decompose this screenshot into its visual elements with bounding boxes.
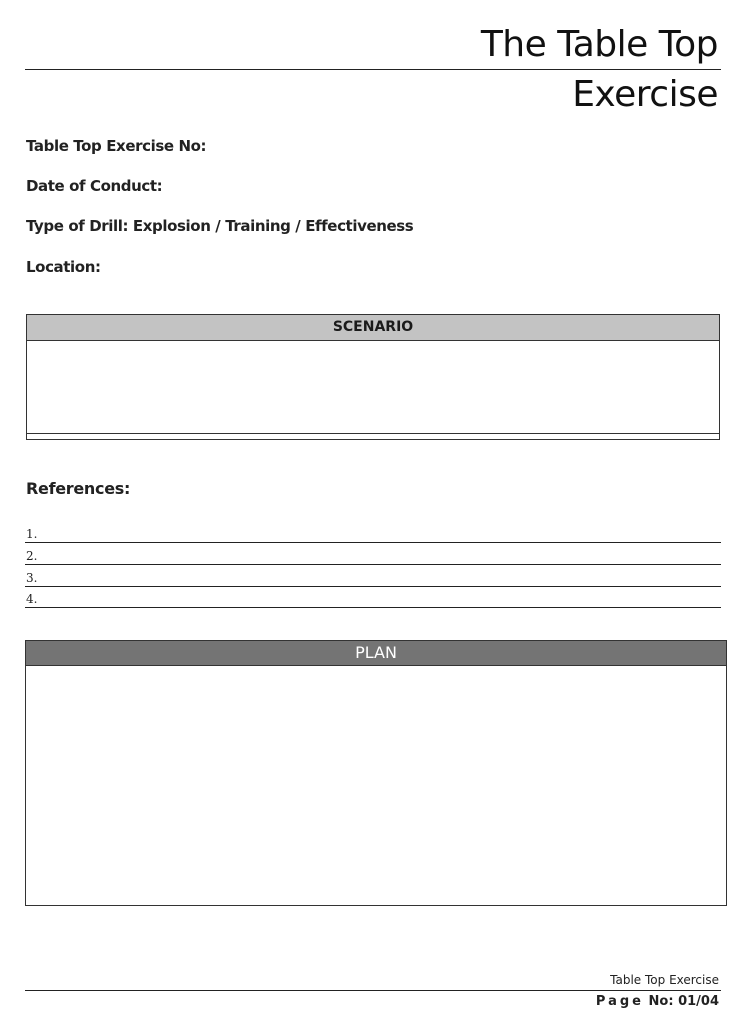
footer-divider: [25, 990, 721, 991]
reference-line: [25, 544, 721, 565]
reference-line: [25, 587, 721, 608]
reference-line: [25, 522, 721, 543]
scenario-box: [26, 314, 720, 440]
scenario-heading: SCENARIO: [27, 315, 719, 341]
location-label: Location:: [26, 258, 101, 276]
plan-heading: PLAN: [26, 641, 726, 666]
reference-number: 4.: [26, 592, 38, 606]
footer-document-title: Table Top Exercise: [610, 973, 719, 987]
references-heading: References:: [26, 479, 131, 498]
reference-number: 2.: [26, 549, 38, 563]
page-number: [596, 994, 719, 1009]
reference-number: 3.: [26, 571, 38, 585]
date-of-conduct-label: Date of Conduct:: [26, 177, 163, 195]
reference-line: [25, 566, 721, 587]
type-of-drill-label: Type of Drill: Explosion / Training / Effectiveness: [26, 217, 414, 235]
document-title-line-1: The Table Top: [480, 24, 718, 65]
page-value: No: 01/04: [648, 994, 719, 1009]
scenario-bottom-rule: [27, 433, 719, 434]
exercise-number-label: Table Top Exercise No:: [26, 137, 207, 155]
reference-number: 1.: [26, 527, 38, 541]
document-title-line-2: Exercise: [572, 74, 718, 115]
header-divider: [25, 69, 721, 70]
page-label: Page: [595, 994, 644, 1009]
plan-box: [25, 640, 727, 906]
